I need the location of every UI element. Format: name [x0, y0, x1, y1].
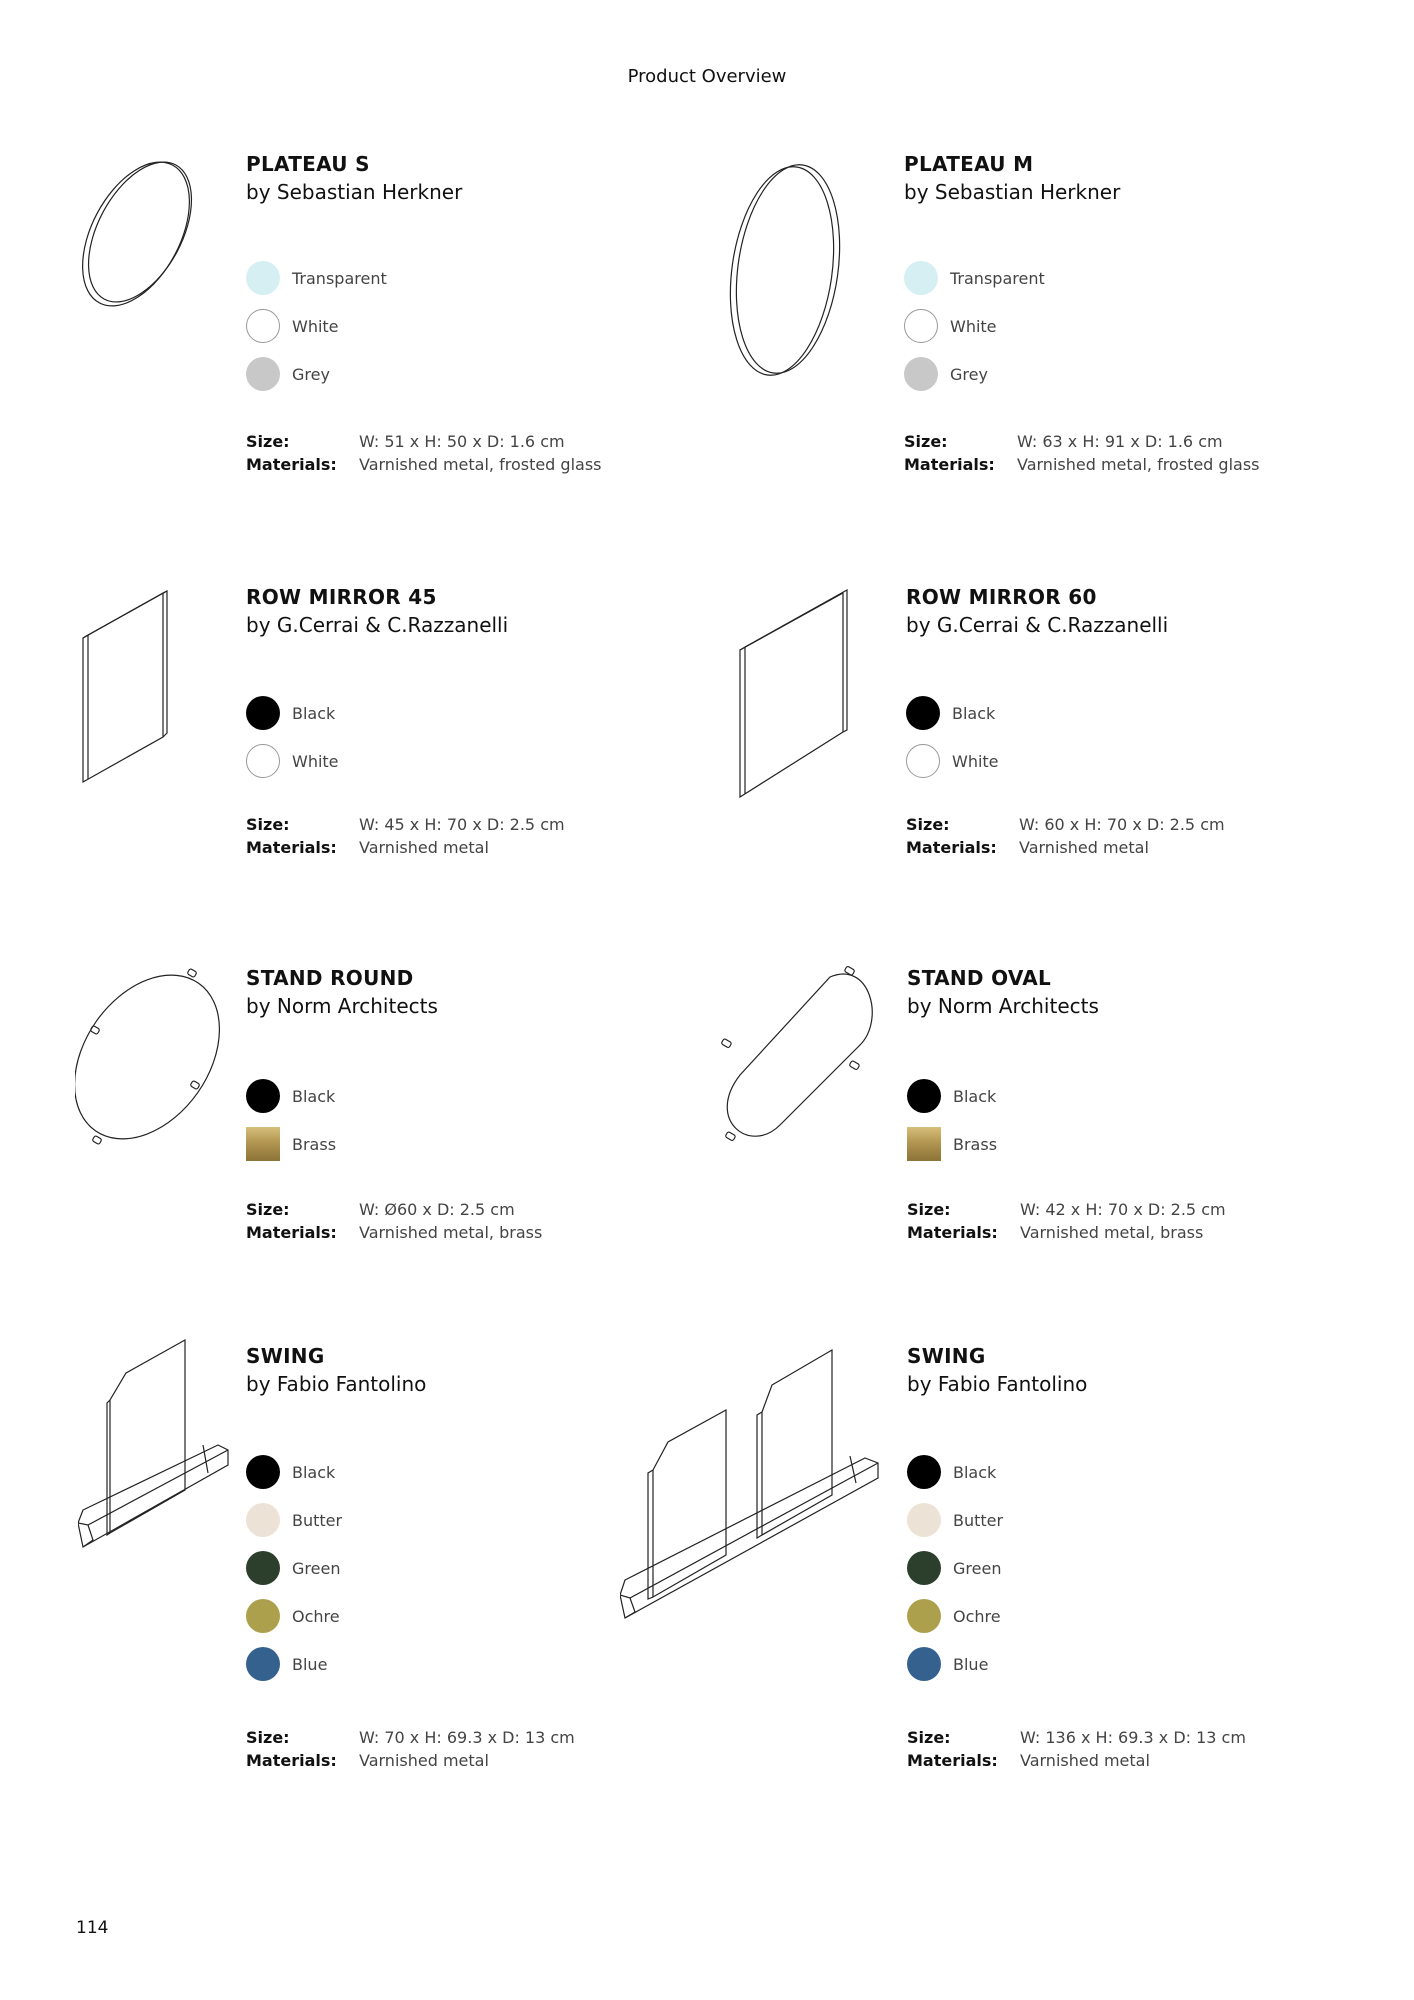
product-specs — [246, 1198, 666, 1244]
color-option — [906, 737, 1326, 785]
color-swatch — [906, 744, 940, 778]
color-option — [246, 350, 666, 398]
color-label: Black — [952, 703, 996, 723]
color-swatch — [907, 1503, 941, 1537]
materials-value: Varnished metal — [1019, 838, 1149, 857]
materials-label: Materials: — [907, 1223, 998, 1242]
color-label: Butter — [292, 1510, 343, 1530]
product-designer: by Sebastian Herkner — [246, 180, 463, 204]
color-swatch — [246, 1551, 280, 1585]
color-swatch — [246, 1647, 280, 1681]
color-label: Brass — [292, 1134, 337, 1154]
product-specs — [246, 813, 666, 859]
color-swatch — [246, 1455, 280, 1489]
color-swatches — [904, 254, 1324, 398]
row-mirror-60-illustration — [735, 585, 855, 805]
color-option — [246, 1448, 666, 1496]
color-swatch — [904, 309, 938, 343]
color-swatches — [906, 689, 1326, 785]
color-option — [246, 254, 666, 302]
materials-value: Varnished metal, brass — [359, 1223, 543, 1242]
product-name: ROW MIRROR 45 — [246, 585, 437, 609]
plateau-s-illustration — [70, 150, 210, 320]
product-plateau-s — [246, 150, 666, 476]
materials-label: Materials: — [246, 1223, 337, 1242]
page-header-title: Product Overview — [627, 66, 787, 87]
materials-label: Materials: — [246, 1751, 337, 1770]
size-label: Size: — [904, 432, 948, 451]
materials-label: Materials: — [904, 455, 995, 474]
size-label: Size: — [246, 815, 290, 834]
color-option — [907, 1120, 1327, 1168]
product-specs — [246, 430, 666, 476]
product-name: SWING — [907, 1344, 986, 1368]
product-name: PLATEAU S — [246, 152, 370, 176]
size-value: W: 63 x H: 91 x D: 1.6 cm — [1017, 432, 1223, 451]
color-label: Black — [292, 1462, 336, 1482]
materials-value: Varnished metal — [359, 1751, 489, 1770]
color-label: Blue — [953, 1654, 989, 1674]
color-swatch — [907, 1127, 941, 1161]
product-stand-round — [246, 964, 666, 1244]
materials-value: Varnished metal, brass — [1020, 1223, 1204, 1242]
product-row-mirror-45 — [246, 583, 666, 859]
color-swatch — [907, 1599, 941, 1633]
product-designer: by Norm Architects — [246, 994, 438, 1018]
color-option — [904, 302, 1324, 350]
size-label: Size: — [906, 815, 950, 834]
size-value: W: 45 x H: 70 x D: 2.5 cm — [359, 815, 565, 834]
materials-value: Varnished metal, frosted glass — [359, 455, 602, 474]
color-label: Ochre — [292, 1606, 340, 1626]
row-mirror-45-illustration — [75, 585, 175, 785]
color-option — [246, 1592, 666, 1640]
color-swatches — [907, 1448, 1327, 1688]
materials-label: Materials: — [246, 455, 337, 474]
color-swatches — [246, 689, 666, 785]
product-swing-70 — [246, 1342, 666, 1772]
color-swatch — [246, 1503, 280, 1537]
product-designer: by G.Cerrai & C.Razzanelli — [246, 613, 509, 637]
color-label: White — [952, 751, 999, 771]
color-label: Ochre — [953, 1606, 1001, 1626]
color-label: Black — [953, 1086, 997, 1106]
product-plateau-m — [904, 150, 1324, 476]
materials-value: Varnished metal, frosted glass — [1017, 455, 1260, 474]
product-name: STAND OVAL — [907, 966, 1052, 990]
color-swatches — [907, 1072, 1327, 1168]
color-label: Green — [953, 1558, 1002, 1578]
color-swatch — [907, 1455, 941, 1489]
stand-round-illustration — [75, 965, 225, 1150]
product-specs — [904, 430, 1324, 476]
color-option — [904, 350, 1324, 398]
product-name: SWING — [246, 1344, 325, 1368]
product-swing-136 — [907, 1342, 1327, 1772]
color-swatches — [246, 254, 666, 398]
color-option — [246, 302, 666, 350]
color-option — [907, 1496, 1327, 1544]
materials-value: Varnished metal — [359, 838, 489, 857]
color-swatch — [907, 1647, 941, 1681]
size-label: Size: — [907, 1728, 951, 1747]
size-label: Size: — [246, 1728, 290, 1747]
color-swatch — [904, 357, 938, 391]
color-label: Black — [292, 1086, 336, 1106]
product-designer: by Fabio Fantolino — [246, 1372, 427, 1396]
product-designer: by Fabio Fantolino — [907, 1372, 1088, 1396]
product-designer: by Norm Architects — [907, 994, 1099, 1018]
product-designer: by Sebastian Herkner — [904, 180, 1121, 204]
color-option — [906, 689, 1326, 737]
size-value: W: 136 x H: 69.3 x D: 13 cm — [1020, 1728, 1246, 1747]
color-label: White — [292, 751, 339, 771]
color-option — [907, 1640, 1327, 1688]
color-option — [907, 1448, 1327, 1496]
product-designer: by G.Cerrai & C.Razzanelli — [906, 613, 1169, 637]
materials-label: Materials: — [906, 838, 997, 857]
size-value: W: 42 x H: 70 x D: 2.5 cm — [1020, 1200, 1226, 1219]
color-swatch — [246, 1079, 280, 1113]
size-value: W: 70 x H: 69.3 x D: 13 cm — [359, 1728, 575, 1747]
color-swatch — [246, 309, 280, 343]
color-swatch — [246, 696, 280, 730]
materials-value: Varnished metal — [1020, 1751, 1150, 1770]
product-specs — [246, 1726, 666, 1772]
page-number: 114 — [76, 1918, 109, 1938]
product-specs — [906, 813, 1326, 859]
plateau-m-illustration — [720, 155, 860, 380]
color-swatch — [246, 1127, 280, 1161]
color-label: Green — [292, 1558, 341, 1578]
color-swatch — [907, 1079, 941, 1113]
color-option — [246, 1072, 666, 1120]
color-label: Transparent — [292, 268, 387, 288]
color-label: White — [950, 316, 997, 336]
color-swatches — [246, 1448, 666, 1688]
color-label: Blue — [292, 1654, 328, 1674]
color-label: White — [292, 316, 339, 336]
product-name: PLATEAU M — [904, 152, 1034, 176]
color-swatch — [246, 1599, 280, 1633]
color-label: Grey — [950, 364, 988, 384]
color-option — [246, 689, 666, 737]
materials-label: Materials: — [907, 1751, 998, 1770]
color-swatch — [246, 261, 280, 295]
color-label: Butter — [953, 1510, 1004, 1530]
color-label: Black — [953, 1462, 997, 1482]
product-row-mirror-60 — [906, 583, 1326, 859]
color-swatch — [246, 744, 280, 778]
color-option — [907, 1592, 1327, 1640]
color-swatch — [906, 696, 940, 730]
stand-oval-illustration — [710, 965, 880, 1150]
color-swatch — [246, 357, 280, 391]
size-label: Size: — [246, 432, 290, 451]
color-option — [246, 1544, 666, 1592]
color-option — [246, 1496, 666, 1544]
materials-label: Materials: — [246, 838, 337, 857]
product-specs — [907, 1726, 1327, 1772]
color-label: Black — [292, 703, 336, 723]
product-name: STAND ROUND — [246, 966, 414, 990]
color-swatches — [246, 1072, 666, 1168]
swing-70-illustration — [78, 1335, 233, 1560]
size-value: W: Ø60 x D: 2.5 cm — [359, 1200, 515, 1219]
size-label: Size: — [907, 1200, 951, 1219]
product-specs — [907, 1198, 1327, 1244]
product-name: ROW MIRROR 60 — [906, 585, 1097, 609]
color-label: Transparent — [950, 268, 1045, 288]
color-label: Grey — [292, 364, 330, 384]
color-option — [904, 254, 1324, 302]
color-option — [907, 1072, 1327, 1120]
color-option — [907, 1544, 1327, 1592]
color-option — [246, 737, 666, 785]
color-option — [246, 1120, 666, 1168]
product-stand-oval — [907, 964, 1327, 1244]
color-option — [246, 1640, 666, 1688]
color-swatch — [904, 261, 938, 295]
color-swatch — [907, 1551, 941, 1585]
size-value: W: 51 x H: 50 x D: 1.6 cm — [359, 432, 565, 451]
size-label: Size: — [246, 1200, 290, 1219]
color-label: Brass — [953, 1134, 998, 1154]
size-value: W: 60 x H: 70 x D: 2.5 cm — [1019, 815, 1225, 834]
